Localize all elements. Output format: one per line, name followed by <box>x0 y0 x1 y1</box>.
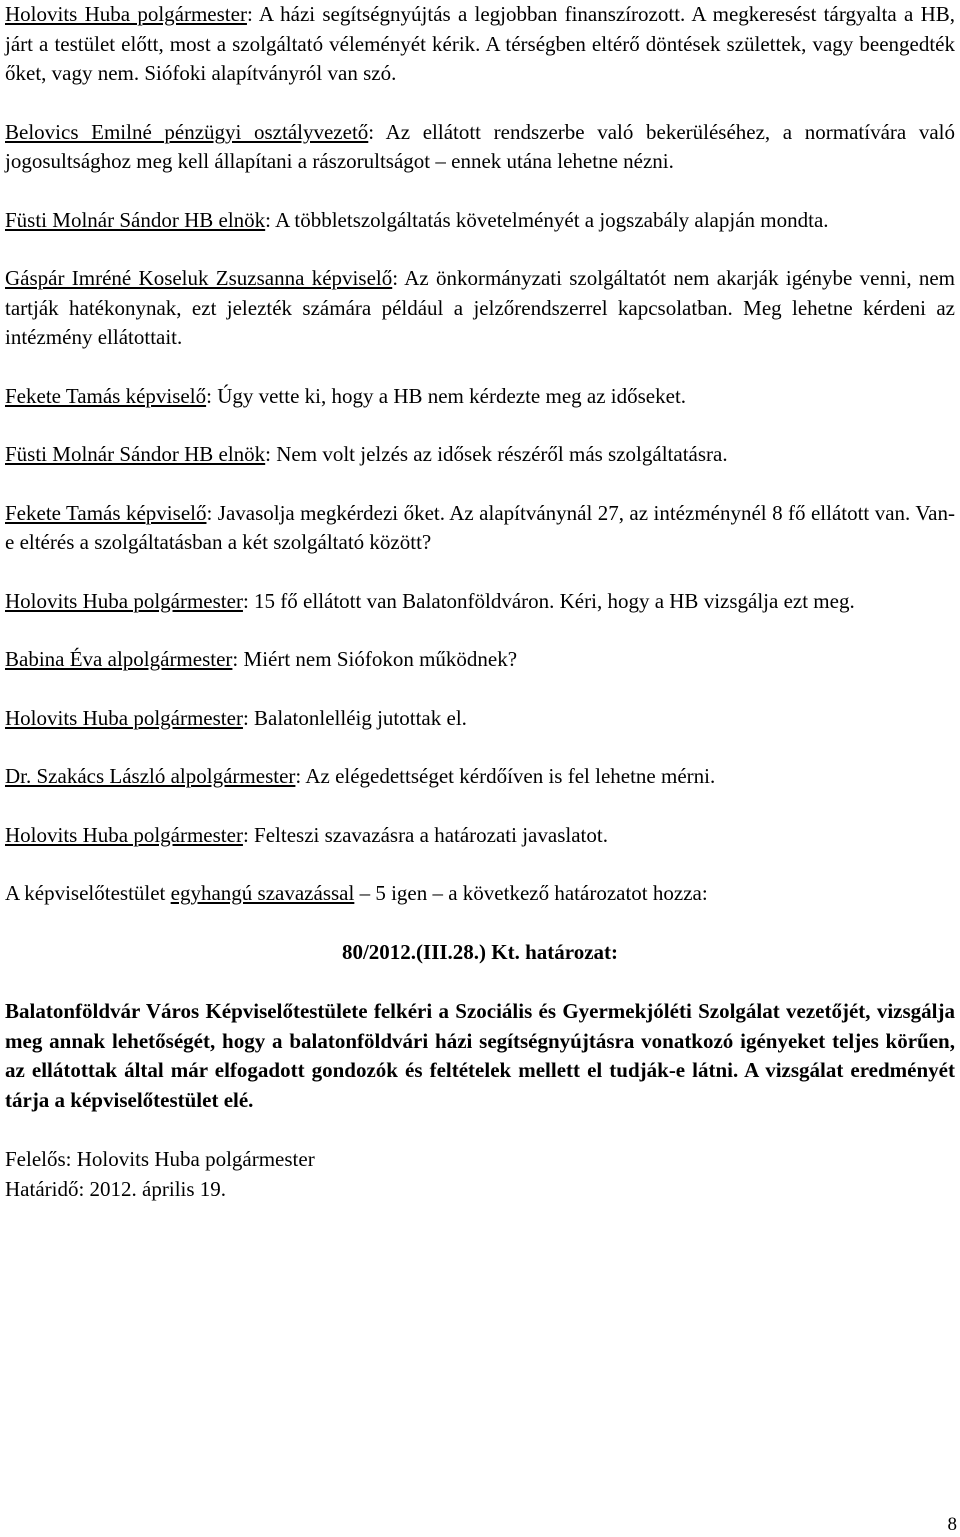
speaker-name: Holovits Huba polgármester <box>5 705 243 730</box>
statement-text: Balatonlelléig jutottak el. <box>254 705 467 730</box>
vote-prefix: A képviselőtestület <box>5 881 166 905</box>
speaker-name: Dr. Szakács László alpolgármester <box>5 764 296 788</box>
speaker-name: Füsti Molnár Sándor HB elnök <box>5 207 266 232</box>
page-number: 8 <box>947 1514 957 1535</box>
document-page <box>5 0 955 1204</box>
statement-text: Felteszi szavazásra a határozati javaslatot. <box>254 822 608 847</box>
responsible-line: Felelős: Holovits Huba polgármester <box>5 1147 315 1171</box>
speaker-name: Holovits Huba polgármester <box>5 588 243 613</box>
vote-method: egyhangú szavazással <box>170 881 355 905</box>
statement-text: 15 fő ellátott van Balatonföldváron. Kéri, hogy a HB vizsgálja ezt meg. <box>254 588 855 613</box>
minutes-paragraph: Babina Éva alpolgármester: Miért nem Siófokon működnek? <box>5 647 518 671</box>
vote-suffix: – 5 igen – a következő határozatot hozza: <box>359 881 708 905</box>
speaker-name: Babina Éva alpolgármester <box>5 647 233 671</box>
decision-body: Balatonföldvár Város Képviselőtestülete felkéri a Szociális és Gyermekjóléti Szolgálat vezetőjét, vizsgálja meg annak lehetőségét, hogy a balatonföldvári házi segítségnyújtásra vonatkozó igényeket teljes körűen, az ellátottak által már elfogadott gondozók és feltételek mellett el tudják-e látni. A vizsgálat eredményét tárja a képviselőtestület elé. <box>5 999 955 1112</box>
minutes-paragraph: Belovics Emilné pénzügyi osztályvezető: Az ellátott rendszerbe való bekerüléséhez, a normatívára való jogosultsághoz meg kell állapítani a rászorultságot – ennek utána lehetne nézni. <box>5 119 955 173</box>
deadline-line: Határidő: 2012. április 19. <box>5 1176 227 1201</box>
speaker-name: Holovits Huba polgármester <box>5 2 247 26</box>
minutes-paragraph: Holovits Huba polgármester: A házi segítségnyújtás a legjobban finanszírozott. A megkeresést tárgyalta a HB, járt a testület előtt, most a szolgáltató véleményét kérik. A térségben eltérő döntések születtek, vagy beengedték őket, vagy nem. Siófoki alapítványról van szó. <box>5 2 955 85</box>
statement-text: Az ellátott rendszerbe való bekerüléséhez, a normatívára való jogosultsághoz meg kell állapítani a rászorultságot – ennek utána lehetne nézni. <box>5 119 955 173</box>
minutes-paragraph: Fekete Tamás képviselő: Javasolja megkérdezi őket. Az alapítványnál 27, az intézménynél 8 fő ellátott van. Van-e eltérés a szolgáltatásban a két szolgáltató között? <box>5 500 955 554</box>
statement-text: Az önkormányzati szolgáltatót nem akarják igénybe venni, nem tartják hatékonynak, ezt jelezték számára például a jelzőrendszerrel kapcsolatban. Meg lehetne kérdeni az intézmény ellátottait. <box>5 266 956 349</box>
minutes-paragraph: Füsti Molnár Sándor HB elnök: Nem volt jelzés az idősek részéről más szolgáltatásra. <box>5 442 728 466</box>
minutes-paragraph: Füsti Molnár Sándor HB elnök: A többletszolgáltatás követelményét a jogszabály alapján mondta. <box>5 207 829 232</box>
statement-text: Az elégedettséget kérdőíven is fel lehetne mérni. <box>305 764 716 788</box>
speaker-name: Belovics Emilné pénzügyi osztályvezető <box>5 119 369 144</box>
statement-text: A többletszolgáltatás követelményét a jogszabály alapján mondta. <box>275 207 829 232</box>
minutes-paragraph: Dr. Szakács László alpolgármester: Az elégedettséget kérdőíven is fel lehetne mérni. <box>5 764 716 788</box>
statement-text: Javasolja megkérdezi őket. Az alapítványnál 27, az intézménynél 8 fő ellátott van. Van-e eltérés a szolgáltatásban a két szolgáltató között? <box>5 500 955 554</box>
decision-title: 80/2012.(III.28.) Kt. határozat: <box>341 939 619 964</box>
statement-text: Úgy vette ki, hogy a HB nem kérdezte meg az időseket. <box>217 383 687 408</box>
vote-statement <box>5 879 955 909</box>
statement-text: A házi segítségnyújtás a legjobban finanszírozott. A megkeresést tárgyalta a HB, járt a testület előtt, most a szolgáltató véleményét kérik. A térségben eltérő döntések születtek, vagy beengedték őket, vagy nem. Siófoki alapítványról van szó. <box>5 2 955 85</box>
statement-text: Nem volt jelzés az idősek részéről más szolgáltatásra. <box>276 442 728 466</box>
speaker-name: Füsti Molnár Sándor HB elnök <box>5 442 266 466</box>
minutes-paragraph: Fekete Tamás képviselő: Úgy vette ki, hogy a HB nem kérdezte meg az időseket. <box>5 383 687 408</box>
minutes-paragraph: Holovits Huba polgármester: 15 fő ellátott van Balatonföldváron. Kéri, hogy a HB vizsgálja ezt meg. <box>5 588 855 613</box>
speaker-name: Fekete Tamás képviselő <box>5 383 207 408</box>
speaker-name: Holovits Huba polgármester <box>5 822 243 847</box>
speaker-name: Fekete Tamás képviselő <box>5 500 207 525</box>
minutes-paragraph: Holovits Huba polgármester: Balatonlelléig jutottak el. <box>5 705 467 730</box>
minutes-paragraph: Gáspár Imréné Koseluk Zsuzsanna képviselő: Az önkormányzati szolgáltatót nem akarják igénybe venni, nem tartják hatékonynak, ezt jelezték számára például a jelzőrendszerrel kapcsolatban. Meg lehetne kérdeni az intézmény ellátottait. <box>5 266 956 349</box>
statement-text: Miért nem Siófokon működnek? <box>243 647 518 671</box>
speaker-name: Gáspár Imréné Koseluk Zsuzsanna képviselő <box>5 266 393 290</box>
minutes-paragraph: Holovits Huba polgármester: Felteszi szavazásra a határozati javaslatot. <box>5 822 608 847</box>
